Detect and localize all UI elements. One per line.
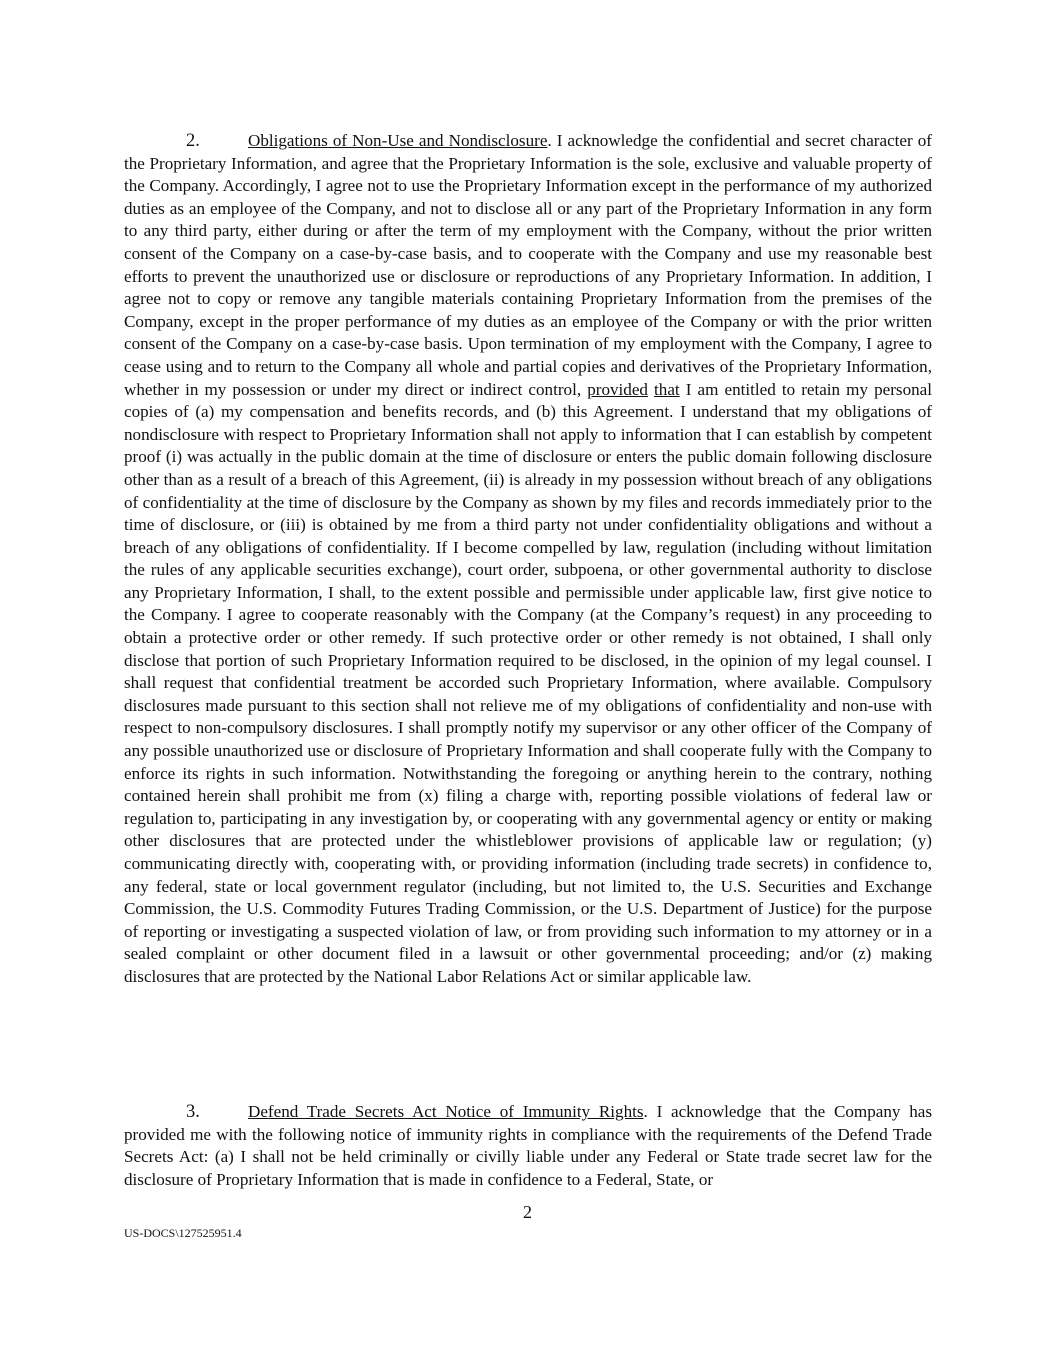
- section-3-number: 3.: [186, 1102, 200, 1122]
- section-3-heading: Defend Trade Secrets Act Notice of Immunity Rights: [248, 1102, 644, 1121]
- section-3-paragraph: [124, 1101, 932, 1191]
- page-number: 2: [523, 1202, 532, 1222]
- section-2-body-part-2: I am entitled to retain my personal copies of (a) my compensation and benefits records, and (b) this Agreement. I understand that my obligations of nondisclosure with respect to Proprietary Information shall not apply to information that I can establish by competent proof (i) was actually in the public domain at the time of disclosure or enters the public domain following disclosure other than as a result of a breach of this Agreement, (ii) is already in my possession without breach of any obligations of confidentiality at the time of disclosure by the Company as shown by my files and records immediately prior to the time of disclosure, or (iii) is obtained by me from a third party not under confidentiality obligations and without a breach of any obligations of confidentiality. If I become compelled by law, regulation (including without limitation the rules of any applicable securities exchange), court order, subpoena, or other governmental authority to disclose any Proprietary Information, I shall, to the extent possible and permissible under applicable law, first give notice to the Company. I agree to cooperate reasonably with the Company (at the Company’s request) in any proceeding to obtain a protective order or other remedy. If such protective order or other remedy is not obtained, I shall only disclose that portion of such Proprietary Information required to be disclosed, in the opinion of my legal counsel. I shall request that confidential treatment be accorded such Proprietary Information, where available. Compulsory disclosures made pursuant to this section shall not relieve me of my obligations of confidentiality and non-use with respect to non-compulsory disclosures. I shall promptly notify my supervisor or any other officer of the Company of any possible unauthorized use or disclosure of Proprietary Information and shall cooperate fully with the Company to enforce its rights in such information. Notwithstanding the foregoing or anything herein to the contrary, nothing contained herein shall prohibit me from (x) filing a charge with, reporting possible violations of federal law or regulation to, participating in any investigation by, or cooperating with any governmental agency or entity or making other disclosures that are protected under the whistleblower provisions of applicable law or regulation; (y) communicating directly with, cooperating with, or providing information (including trade secrets) in confidence to, any federal, state or local government regulator (including, but not limited to, the U.S. Securities and Exchange Commission, the U.S. Commodity Futures Trading Commission, or the U.S. Department of Justice) for the purpose of reporting or investigating a suspected violation of law, or from providing such information to my attorney or in a sealed complaint or other document filed in a lawsuit or other governmental proceeding; and/or (z) making disclosures that are protected by the National Labor Relations Act or similar applicable law.: [124, 379, 933, 986]
- section-2-paragraph: [124, 130, 932, 989]
- section-2-number: 2.: [186, 131, 200, 151]
- section-2-proviso-that: that: [654, 379, 680, 399]
- section-2-body-part-1: . I acknowledge the confidential and secret character of the Proprietary Information, and agree that the Proprietary Information is the sole, exclusive and valuable property of the Company. Accordingly, I agree not to use the Proprietary Information except in the performance of my authorized duties as an employee of the Company, and not to disclose all or any part of the Proprietary Information in any form to any third party, either during or after the term of my employment with the Company, without the prior written consent of the Company on a case-by-case basis, and to cooperate with the Company and use my reasonable best efforts to prevent the unauthorized use or disclosure or reproductions of any Proprietary Information. In addition, I agree not to copy or remove any tangible materials containing Proprietary Information from the premises of the Company, except in the proper performance of my duties as an employee of the Company or with the prior written consent of the Company on a case-by-case basis. Upon termination of my employment with the Company, I agree to cease using and to return to the Company all whole and partial copies and derivatives of the Proprietary Information, whether in my possession or under my direct or indirect control,: [124, 131, 932, 399]
- section-2-proviso-provided: provided: [587, 379, 648, 399]
- section-3-body: . I acknowledge that the Company has provided me with the following notice of immunity rights in compliance with the requirements of the Defend Trade Secrets Act: (a) I shall not be held criminally or civilly liable under any Federal or State trade secret law for the disclosure of Proprietary Information that is made in confidence to a Federal, State, or: [124, 1102, 932, 1189]
- document-id: US-DOCS\127525951.4: [124, 1226, 242, 1240]
- section-2-heading: Obligations of Non-Use and Nondisclosure: [248, 131, 548, 150]
